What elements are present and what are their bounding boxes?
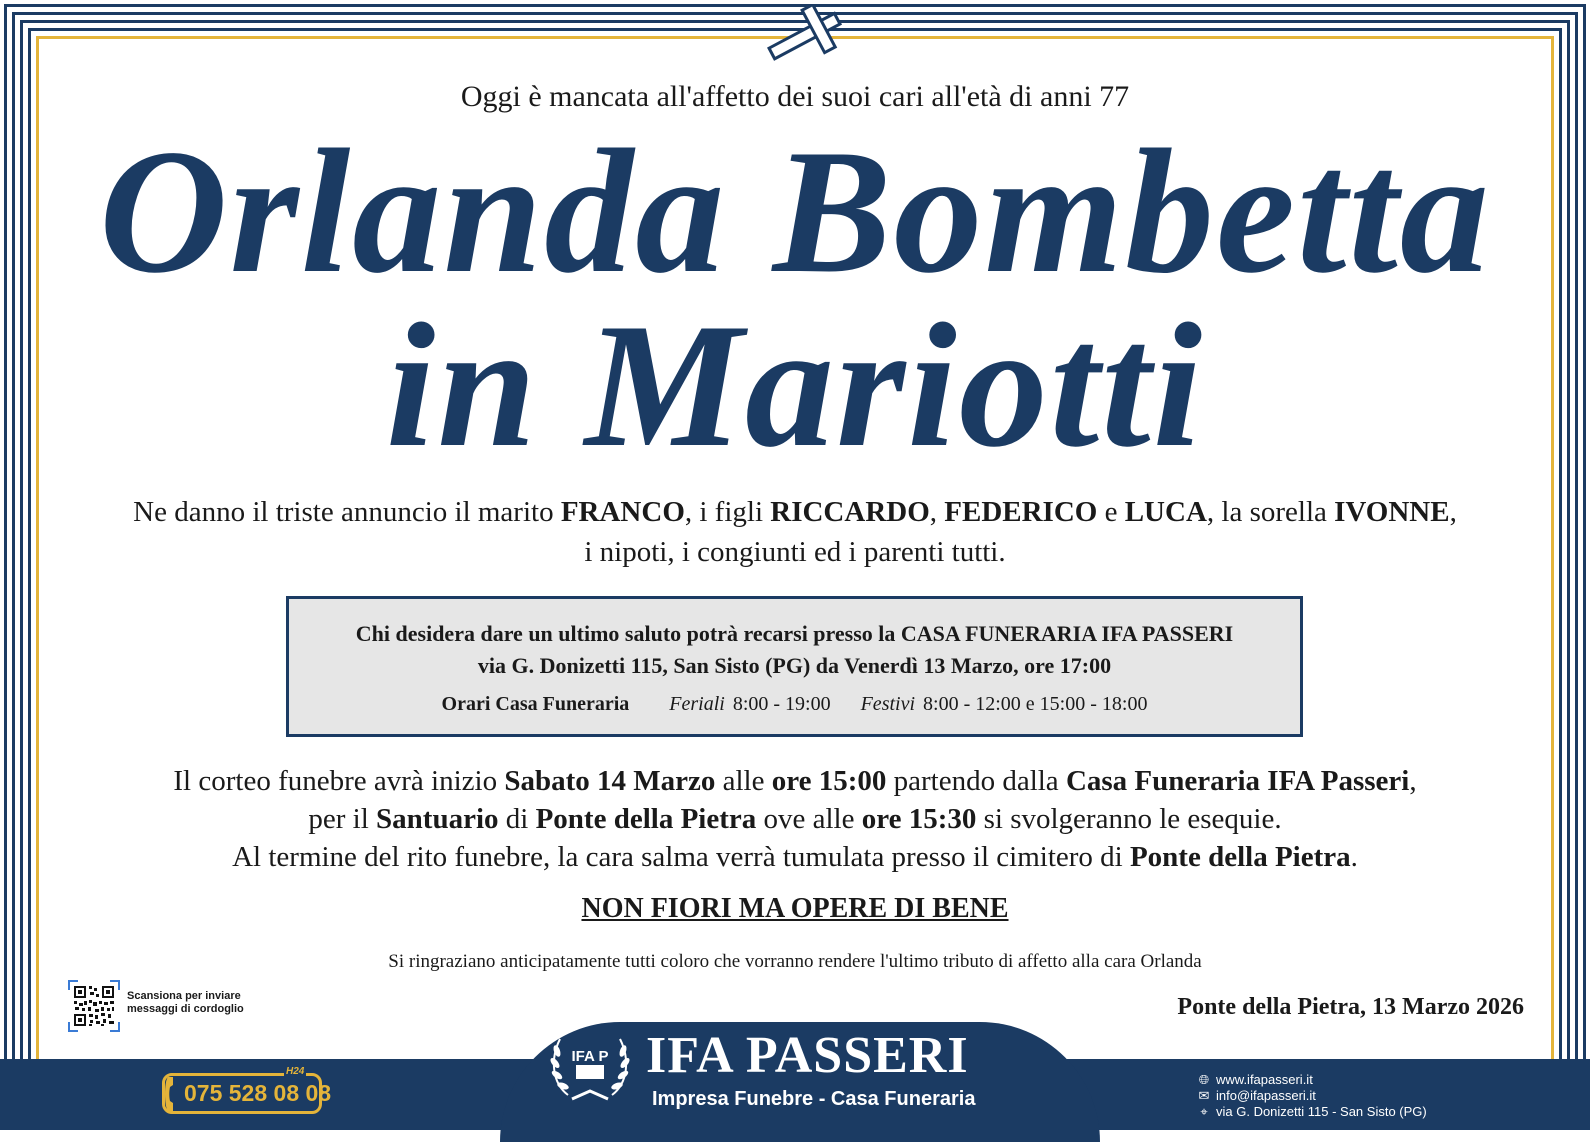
announce-text: , i figli (684, 496, 771, 528)
qr-caption-line2: messaggi di cordoglio (127, 1003, 244, 1015)
announce-text: , (1449, 496, 1457, 528)
email-row[interactable] (1196, 1088, 1427, 1104)
brand-tagline: Impresa Funebre - Casa Funeraria (652, 1088, 976, 1110)
announce-text: Ne danno il triste annuncio il marito (133, 496, 561, 528)
opening-hours (289, 693, 1300, 716)
announce-text: e (1097, 496, 1125, 528)
website-row[interactable] (1196, 1072, 1427, 1088)
cortege-text: . (1350, 841, 1358, 873)
qr-caption-line1: Scansiona per inviare (127, 990, 241, 1002)
announce-text: , (929, 496, 945, 528)
address-row (1196, 1104, 1427, 1120)
address: via G. Donizetti 115 - San Sisto (PG) (1216, 1104, 1427, 1119)
visitation-line1: Chi desidera dare un ultimo saluto potrà recarsi presso la CASA FUNERARIA IFA PASSERI (355, 621, 1234, 646)
announcement (100, 492, 1490, 572)
visitation-info-box (286, 596, 1303, 737)
qr-code-icon[interactable] (68, 980, 120, 1032)
cortege-text: Al termine del rito funebre, la cara salma verrà tumulata presso il cimitero di (232, 841, 1130, 873)
announce-text: , la sorella (1206, 496, 1335, 528)
cortege-text: di (498, 803, 536, 835)
cemetery-location: Ponte della Pietra (1129, 841, 1351, 873)
website[interactable]: www.ifapasseri.it (1216, 1072, 1313, 1087)
church-location: Ponte della Pietra (535, 803, 757, 835)
departure-place: Casa Funeraria IFA Passeri (1065, 765, 1410, 797)
phone-number[interactable]: 075 528 08 08 (184, 1080, 332, 1106)
child-name: LUCA (1124, 496, 1207, 528)
brand-name: IFA PASSERI (646, 1027, 969, 1084)
sister-name: IVONNE (1334, 496, 1450, 528)
child-name: FEDERICO (944, 496, 1098, 528)
cross-icon (760, 6, 850, 68)
contact-info (1196, 1072, 1427, 1120)
service-time: ore 15:30 (861, 803, 977, 835)
globe-icon: 🌐︎ (1198, 1072, 1210, 1087)
deceased-name: Orlanda Bombetta (99, 112, 1491, 310)
location-pin-icon: ⌖ (1200, 1104, 1208, 1119)
cortege-text: alle (715, 765, 772, 797)
qr-caption (127, 990, 244, 1016)
h24-badge: H24 (286, 1066, 305, 1077)
mail-icon: ✉︎ (1198, 1088, 1210, 1103)
child-name: RICCARDO (770, 496, 930, 528)
announce-line2: i nipoti, i congiunti ed i parenti tutti. (584, 536, 1006, 568)
cortege-text: ove alle (756, 803, 862, 835)
cortege-text: partendo dalla (886, 765, 1066, 797)
holiday-hours: 8:00 - 12:00 e 15:00 - 18:00 (923, 693, 1148, 715)
church-name: Santuario (376, 803, 499, 835)
weekday-hours: 8:00 - 19:00 (732, 693, 831, 715)
hours-label: Orari Casa Funeraria (441, 693, 630, 715)
cortege-text: si svolgeranno le esequie. (976, 803, 1282, 835)
funeral-date: Sabato 14 Marzo (504, 765, 716, 797)
place-and-date: Ponte della Pietra, 13 Marzo 2026 (1177, 994, 1524, 1020)
visitation-line2: via G. Donizetti 115, San Sisto (PG) da Venerdì 13 Marzo, ore 17:00 (477, 653, 1112, 678)
logo-text: IFA P (571, 1048, 609, 1065)
wreath-icon (548, 1029, 632, 1105)
cortege-text: , (1409, 765, 1417, 797)
cortege-text: per il (308, 803, 377, 835)
intro-text: Oggi è mancata all'affetto dei suoi cari all'età di anni 77 (460, 80, 1130, 113)
cortege-text: Il corteo funebre avrà inizio (173, 765, 505, 797)
holiday-label: Festivi (860, 693, 916, 715)
email[interactable]: info@ifapasseri.it (1216, 1088, 1316, 1103)
no-flowers-note: NON FIORI MA OPERE DI BENE (581, 893, 1009, 924)
procession-time: ore 15:00 (771, 765, 887, 797)
thanks-text: Si ringraziano anticipatamente tutti coloro che vorranno rendere l'ultimo tributo di affetto alla cara Orlanda (388, 951, 1202, 972)
weekday-label: Feriali (669, 693, 725, 715)
deceased-married-name: in Mariotti (385, 286, 1205, 484)
funeral-procession-text (60, 762, 1530, 876)
husband-name: FRANCO (560, 496, 685, 528)
